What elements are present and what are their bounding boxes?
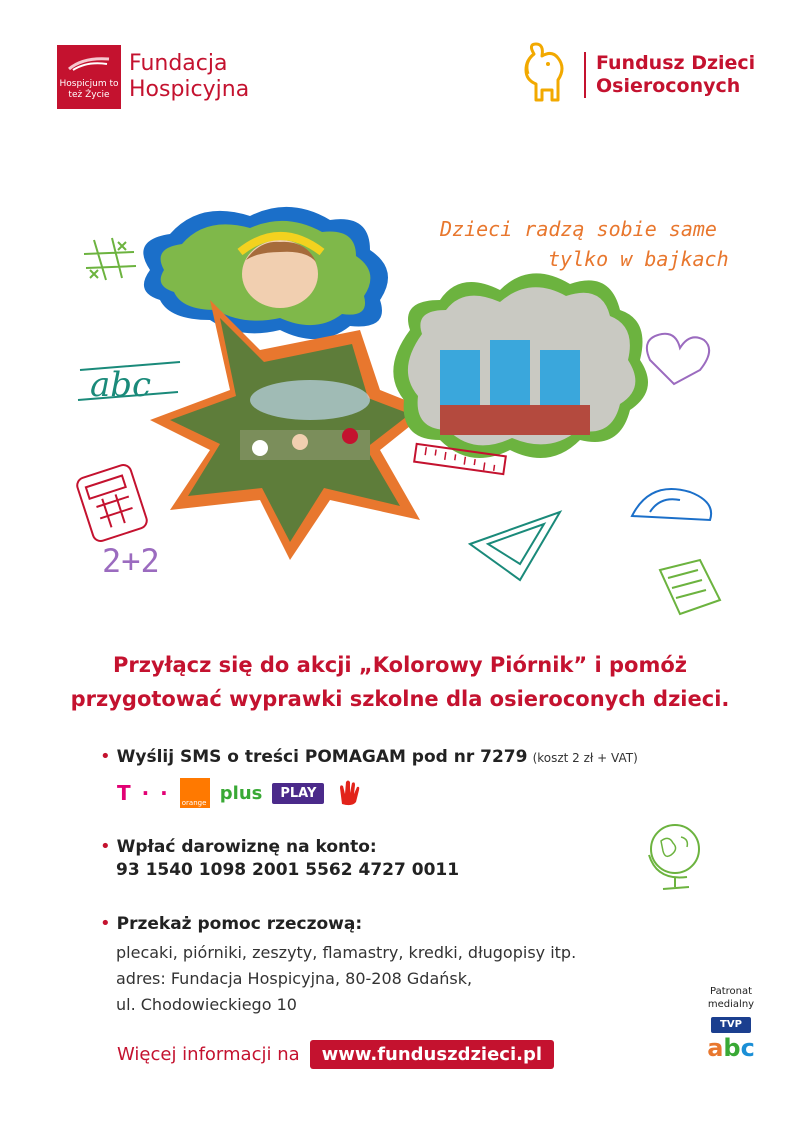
sms-cost: (koszt 2 zł + VAT): [532, 751, 638, 765]
sms-item: [100, 746, 638, 767]
notes-icon: [660, 560, 720, 614]
tvp-abc-logo: [686, 1035, 776, 1061]
slogan: [440, 214, 729, 274]
hospicjum-logo-mark: [57, 45, 121, 109]
logo-separator: [584, 52, 586, 98]
tvp-logo: TVP: [711, 1017, 751, 1033]
slogan-line2: tylko w bajkach: [548, 247, 729, 271]
globe-icon: [635, 815, 715, 895]
left-logo-name: [129, 51, 249, 103]
heyah-hand-icon: [334, 778, 364, 808]
operator-logos: [117, 778, 364, 808]
abc-letter-c: c: [740, 1034, 755, 1062]
donation-bullet: •: [100, 836, 111, 857]
material-address: adres: Fundacja Hospicyjna, 80-208 Gdańsk,: [116, 969, 473, 988]
headline-line2: przygotować wyprawki szkolne dla osieroconych dzieci.: [70, 687, 730, 711]
bubbles-photo: [150, 300, 430, 560]
material-street: ul. Chodowieckiego 10: [116, 995, 297, 1014]
slogan-line1: Dzieci radzą sobie same: [440, 217, 717, 241]
more-info-label: Więcej informacji na: [117, 1044, 300, 1065]
logo-box-text: Hospicjum to też Życie: [59, 79, 119, 100]
calculator-icon: [75, 463, 149, 543]
right-logo-name-line1: Fundusz Dzieci: [596, 52, 756, 74]
tic-tac-toe-icon: [84, 238, 136, 280]
sms-bullet: •: [100, 746, 111, 767]
play-logo: PLAY: [272, 783, 324, 804]
abc-doodle: [78, 362, 180, 405]
bank-account-number: 93 1540 1098 2001 5562 4727 0011: [116, 860, 460, 880]
math-doodle: 2+2: [102, 542, 160, 580]
right-logo-name-line2: Osieroconych: [596, 75, 741, 97]
abc-doodle-text: abc: [90, 365, 152, 405]
fundusz-dzieci-logo: [518, 40, 755, 110]
left-logo-name-line2: Hospicyjna: [129, 77, 250, 102]
more-info: [117, 1040, 554, 1069]
patron-label-line1: Patronat: [709, 986, 753, 997]
donation-title: Wpłać darowiznę na konto:: [116, 837, 377, 857]
donation-item: [100, 836, 459, 883]
set-square-icon: [470, 512, 560, 580]
material-title: Przekaż pomoc rzeczową:: [116, 914, 363, 934]
abc-letter-a: a: [707, 1034, 724, 1062]
heart-icon: [647, 334, 709, 384]
orange-logo-text: orange: [181, 799, 207, 807]
website-link[interactable]: www.funduszdzieci.pl: [310, 1040, 554, 1069]
sms-title: Wyślij SMS o treści POMAGAM pod nr 7279: [116, 747, 528, 767]
elephant-icon: [518, 40, 574, 110]
abc-letter-b: b: [723, 1034, 741, 1062]
t-mobile-logo: T · ·: [117, 781, 170, 805]
headline-line1: Przyłącz się do akcji „Kolorowy Piórnik” i pomóż: [113, 653, 687, 677]
protractor-icon: [632, 489, 711, 520]
material-help-item: [100, 913, 576, 1018]
left-logo-name-line1: Fundacja: [129, 51, 228, 76]
orange-logo: [180, 778, 210, 808]
fundacja-hospicyjna-logo: [57, 45, 249, 109]
right-logo-name: [596, 52, 755, 98]
patron-label-line2: medialny: [707, 999, 755, 1010]
climbing-wall-photo: [393, 273, 648, 458]
material-list: plecaki, piórniki, zeszyty, flamastry, kredki, długopisy itp.: [116, 943, 577, 962]
girl-photo: [143, 207, 388, 339]
material-bullet: •: [100, 913, 111, 934]
media-patron: [686, 985, 776, 1061]
swoosh-icon: [67, 55, 111, 71]
plus-logo: plus: [219, 782, 263, 804]
headline: [0, 648, 800, 716]
